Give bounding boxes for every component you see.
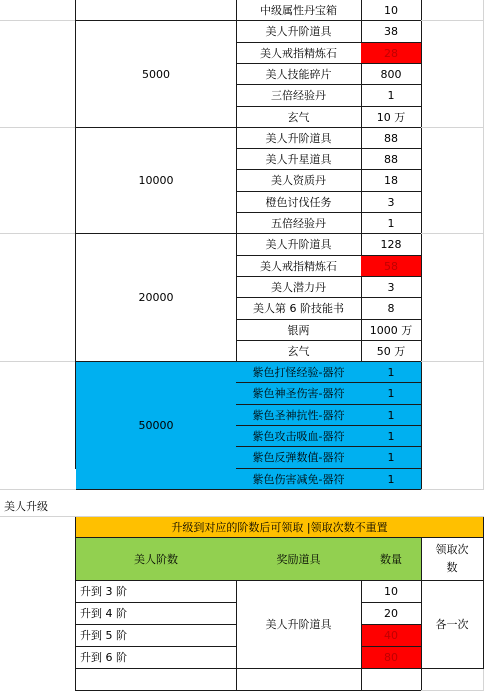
tier-threshold[interactable]: 50000 [76, 362, 237, 490]
reward-item-name[interactable]: 美人戒指精炼石 [236, 256, 362, 277]
reward-item-name[interactable]: 玄气 [236, 107, 362, 128]
reward-item-name[interactable]: 美人第 6 阶技能书 [236, 298, 362, 320]
reward-item-name[interactable]: 橙色讨伐任务 [236, 192, 362, 213]
reward-item-name[interactable]: 玄气 [236, 341, 362, 362]
upgrade-qty[interactable]: 20 [361, 603, 422, 625]
reward-item-name[interactable]: 紫色神圣伤害-器符 [236, 383, 362, 405]
reward-item-qty[interactable]: 1 [361, 362, 422, 383]
tier-threshold[interactable]: 10000 [76, 128, 237, 234]
reward-item-qty[interactable]: 50 万 [361, 341, 422, 362]
header-reward[interactable]: 奖励道具 [236, 538, 362, 581]
blank-cell[interactable] [421, 234, 484, 362]
reward-item-name[interactable]: 美人升阶道具 [236, 21, 362, 43]
reward-item-qty[interactable]: 1 [361, 383, 422, 405]
upgrade-banner[interactable]: 升级到对应的阶数后可领取 |领取次数不重置 [76, 517, 484, 538]
blank-cell[interactable] [76, 669, 237, 691]
reward-item-name[interactable]: 中级属性丹宝箱 [236, 0, 362, 21]
row-gutter[interactable] [0, 0, 77, 21]
reward-item-qty[interactable]: 8 [361, 298, 422, 320]
reward-item-qty[interactable]: 38 [361, 21, 422, 43]
reward-item-qty[interactable]: 88 [361, 149, 422, 170]
reward-item-qty[interactable]: 88 [361, 128, 422, 149]
reward-item-name[interactable]: 美人戒指精炼石 [236, 43, 362, 64]
blank-cell[interactable] [421, 669, 484, 691]
reward-item-qty[interactable]: 3 [361, 277, 422, 298]
reward-item-qty[interactable]: 10 [361, 0, 422, 21]
blank-cell[interactable] [76, 496, 484, 517]
row-gutter[interactable] [0, 234, 77, 362]
table-left-border [75, 517, 76, 691]
upgrade-qty[interactable]: 10 [361, 581, 422, 603]
upgrade-stage[interactable]: 升到 5 阶 [76, 625, 237, 647]
reward-item-qty[interactable]: 1 [361, 426, 422, 447]
reward-item-name[interactable]: 五倍经验丹 [236, 213, 362, 234]
reward-item-name[interactable]: 三倍经验丹 [236, 85, 362, 107]
reward-item-name[interactable]: 紫色攻击吸血-器符 [236, 426, 362, 447]
row-gutter[interactable] [0, 21, 77, 128]
reward-item-qty[interactable]: 3 [361, 192, 422, 213]
reward-item-name[interactable]: 美人潜力丹 [236, 277, 362, 298]
reward-item-qty[interactable]: 1 [361, 405, 422, 426]
blank-cell[interactable] [236, 669, 362, 691]
reward-item-name[interactable]: 紫色打怪经验-器符 [236, 362, 362, 383]
reward-item-qty[interactable]: 18 [361, 170, 422, 192]
reward-item-qty[interactable]: 58 [361, 256, 422, 277]
reward-item-qty[interactable]: 1000 万 [361, 320, 422, 341]
section-label[interactable]: 美人升级 [0, 496, 77, 517]
reward-item-name[interactable]: 美人升阶道具 [236, 128, 362, 149]
blank-cell[interactable] [421, 21, 484, 128]
reward-item-name[interactable]: 美人升阶道具 [236, 234, 362, 256]
reward-item-name[interactable]: 紫色伤害减免-器符 [236, 469, 362, 490]
reward-item-qty[interactable]: 800 [361, 64, 422, 85]
upgrade-stage[interactable]: 升到 3 阶 [76, 581, 237, 603]
reward-item-qty[interactable]: 1 [361, 213, 422, 234]
upgrade-stage[interactable]: 升到 6 阶 [76, 647, 237, 669]
reward-item-qty[interactable]: 1 [361, 469, 422, 490]
reward-item-name[interactable]: 银两 [236, 320, 362, 341]
blank-cell[interactable] [421, 362, 484, 490]
reward-item-name[interactable]: 紫色反弹数值-器符 [236, 447, 362, 469]
upgrade-stage[interactable]: 升到 4 阶 [76, 603, 237, 625]
row-gutter[interactable] [0, 128, 77, 234]
header-stage[interactable]: 美人阶数 [76, 538, 237, 581]
reward-item-qty[interactable]: 128 [361, 234, 422, 256]
tier-threshold[interactable] [76, 0, 237, 21]
blank-cell[interactable] [421, 0, 484, 21]
tier-threshold[interactable]: 5000 [76, 21, 237, 128]
row-gutter[interactable] [0, 362, 77, 490]
upgrade-reward-item[interactable]: 美人升阶道具 [236, 581, 362, 669]
upgrade-qty[interactable]: 40 [361, 625, 422, 647]
header-qty[interactable]: 数量 [361, 538, 422, 581]
reward-item-name[interactable]: 美人升星道具 [236, 149, 362, 170]
reward-item-name[interactable]: 紫色圣神抗性-器符 [236, 405, 362, 426]
tier-threshold[interactable]: 20000 [76, 234, 237, 362]
header-claims[interactable]: 领取次数 [421, 538, 484, 581]
blank-cell[interactable] [361, 669, 422, 691]
upgrade-claims-value[interactable]: 各一次 [421, 581, 484, 669]
table-left-border [75, 0, 76, 469]
reward-item-qty[interactable]: 10 万 [361, 107, 422, 128]
reward-item-name[interactable]: 美人技能碎片 [236, 64, 362, 85]
reward-item-qty[interactable]: 1 [361, 447, 422, 469]
blank-cell[interactable] [421, 128, 484, 234]
reward-item-name[interactable]: 美人资质丹 [236, 170, 362, 192]
upgrade-qty[interactable]: 80 [361, 647, 422, 669]
reward-item-qty[interactable]: 1 [361, 85, 422, 107]
reward-item-qty[interactable]: 28 [361, 43, 422, 64]
